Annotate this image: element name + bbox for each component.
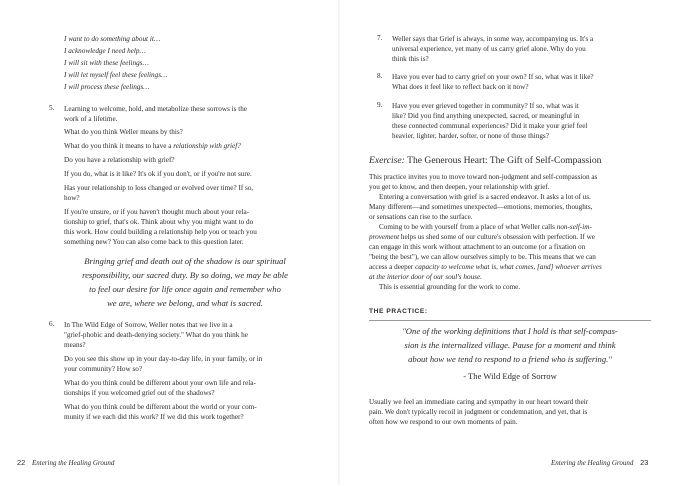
affirmation: I will let myself feel these feelings… <box>64 71 168 79</box>
right-page <box>340 0 679 485</box>
text-line: heavier, lighter, harder, softer, or none of those things? <box>392 132 549 140</box>
affirmation-list <box>64 33 167 93</box>
item-number: 7. <box>377 34 383 42</box>
practice-label: THE PRACTICE: <box>369 308 428 315</box>
text-line: Have you ever grieved together in community? If so, what was it <box>392 102 579 110</box>
text-line: "being the best"), we can allow ourselves simply to be. This means that we can <box>369 253 596 261</box>
text-line: you get to know, and then deepen, your relationship with grief. <box>369 183 550 191</box>
text-line: In The Wild Edge of Sorrow, Weller notes that we live in a <box>64 321 233 329</box>
item-number: 5. <box>49 104 55 112</box>
text-line: often how we respond to our own moments of pain. <box>369 418 518 426</box>
section-rule <box>369 320 651 321</box>
text-emphasis: provement <box>369 233 400 241</box>
question <box>64 183 324 203</box>
question <box>64 207 324 247</box>
quote-line: we are, where we belong, and what is sacred. <box>107 298 263 308</box>
text-line <box>369 232 669 242</box>
text-run: helps us shed some of our culture's obsession with perfection. If we <box>399 233 595 241</box>
question-item-9 <box>392 101 662 141</box>
question-emphasis: relationship with grief? <box>173 142 241 150</box>
question-item-6 <box>64 320 324 422</box>
text-line: Weller says that Grief is always, in some way, accompanying us. It's a <box>392 35 594 43</box>
practice-quote <box>369 324 651 366</box>
text-line: This is essential grounding for the work to come. <box>379 283 521 291</box>
text-line: Do you see this show up in your day-to-day life, in your family, or in <box>64 355 263 363</box>
question-item-8 <box>392 72 662 92</box>
text-line: What do you think could be different about your own life and rela- <box>64 379 256 387</box>
item-number: 6. <box>49 320 55 328</box>
text-line: Usually we feel an immediate caring and sympathy in our heart toward their <box>369 398 589 406</box>
question <box>64 141 324 151</box>
exercise-prefix: Exercise: <box>369 155 405 166</box>
affirmation: I acknowledge I need help… <box>64 47 146 55</box>
question: If you do, what is it like? It's ok if you don't, or if you're not sure. <box>64 170 252 178</box>
running-title: Entering the Healing Ground <box>31 459 115 467</box>
quote-line: sion is the internalized village. Pause for a moment and think <box>404 340 616 350</box>
closing-paragraph <box>369 397 669 427</box>
quote-line: responsibility, our sacred duty. By so doing, we may be able <box>82 270 288 280</box>
text-line: how? <box>64 194 80 202</box>
question <box>64 354 324 374</box>
text-line: means? <box>64 341 86 349</box>
text-line: "grief-phobic and death-denying society." What do you think he <box>64 331 248 339</box>
quote-line: about how we tend to respond to a friend who is suffering." <box>408 354 612 364</box>
text-run: access a deeper <box>369 263 416 271</box>
question-item-7 <box>392 34 662 64</box>
text-line: What does it feel like to reflect back on it now? <box>392 83 529 91</box>
question: Do you have a relationship with grief? <box>64 156 175 164</box>
question-item-5 <box>64 104 324 247</box>
text-line: If you're unsure, or if you haven't thought much about your rela- <box>64 208 250 216</box>
quote-line: "One of the working definitions that I hold is that self-compas- <box>402 326 618 336</box>
exercise-intro <box>369 172 669 292</box>
question <box>64 378 324 398</box>
question: What do you think Weller means by this? <box>64 128 183 136</box>
exercise-title: The Generous Heart: The Gift of Self-Compassion <box>404 155 602 166</box>
text-line: these connected communal experiences? Did it make your grief feel <box>392 122 588 130</box>
text-emphasis: non-self-im- <box>556 223 592 231</box>
text-line: universal experience, yet many of us carry grief alone. Why do you <box>392 45 586 53</box>
text-line: What do you think could be different about the world or your com- <box>64 403 257 411</box>
page-number: 23 <box>640 458 649 467</box>
text-line: at the interior door of our soul's house. <box>369 273 482 281</box>
text-line: munity if we each did this work? If we did this work together? <box>64 413 244 421</box>
text-line: pain. We don't typically recoil in judgment or condemnation, and yet, that is <box>369 408 588 416</box>
text-line <box>369 222 669 232</box>
text-line: tionship to grief, that's ok. Think about why you might want to do <box>64 218 254 226</box>
text-line: tionships if you welcomed grief out of the shadows? <box>64 389 215 397</box>
text-line: Has your relationship to loss changed or evolved over time? If so, <box>64 184 254 192</box>
running-title: Entering the Healing Ground <box>551 459 634 467</box>
text-line: Learning to welcome, hold, and metabolize these sorrows is the <box>64 105 248 113</box>
item-number: 9. <box>377 101 383 109</box>
text-line: Entering a conversation with grief is a sacred endeavor. It asks a lot of us. <box>379 193 591 201</box>
text-emphasis: capacity to welcome what is, what comes, [and] whoever arrives <box>415 263 602 271</box>
item-number: 8. <box>377 72 383 80</box>
affirmation: I will process these feelings… <box>64 83 150 91</box>
affirmation: I will sit with these feelings… <box>64 59 149 67</box>
text-line: think this is? <box>392 55 429 63</box>
text-line: Have you ever had to carry grief on your own? If so, what was it like? <box>392 73 594 81</box>
page-footer <box>17 458 114 467</box>
text-line: like? Did you find anything unexpected, sacred, or meaningful in <box>392 112 580 120</box>
page-number: 22 <box>17 458 26 467</box>
question <box>64 402 324 422</box>
text-line: Many different—and sometimes unexpected—emotions, memories, thoughts, <box>369 203 593 211</box>
left-page <box>0 0 339 485</box>
quote-attribution: - The Wild Edge of Sorrow <box>463 371 557 381</box>
text-line: work of a lifetime. <box>64 115 118 123</box>
text-line: your community? How so? <box>64 365 143 373</box>
quote-line: to feel our desire for life once again and remember who <box>89 284 281 294</box>
question-text: What do you think it means to have a <box>64 142 174 150</box>
text-line: can engage in this work without attachment to an outcome (or a fixation on <box>369 243 586 251</box>
text-line: this work. How could building a relationship help you or teach you <box>64 228 257 236</box>
text-run: Coming to be with yourself from a place of what Weller calls <box>379 223 557 231</box>
exercise-heading <box>369 155 601 167</box>
page-footer <box>551 458 648 467</box>
quote-line: Bringing grief and death out of the shadow is our spiritual <box>84 256 286 266</box>
affirmation: I want to do something about it… <box>64 35 161 43</box>
text-line: This practice invites you to move toward non-judgment and self-compassion as <box>369 173 598 181</box>
text-line: something new? You can also come back to this question later. <box>64 238 244 246</box>
pull-quote <box>60 254 310 310</box>
text-line <box>369 262 669 272</box>
text-line: or sensations can rise to the surface. <box>369 213 473 221</box>
